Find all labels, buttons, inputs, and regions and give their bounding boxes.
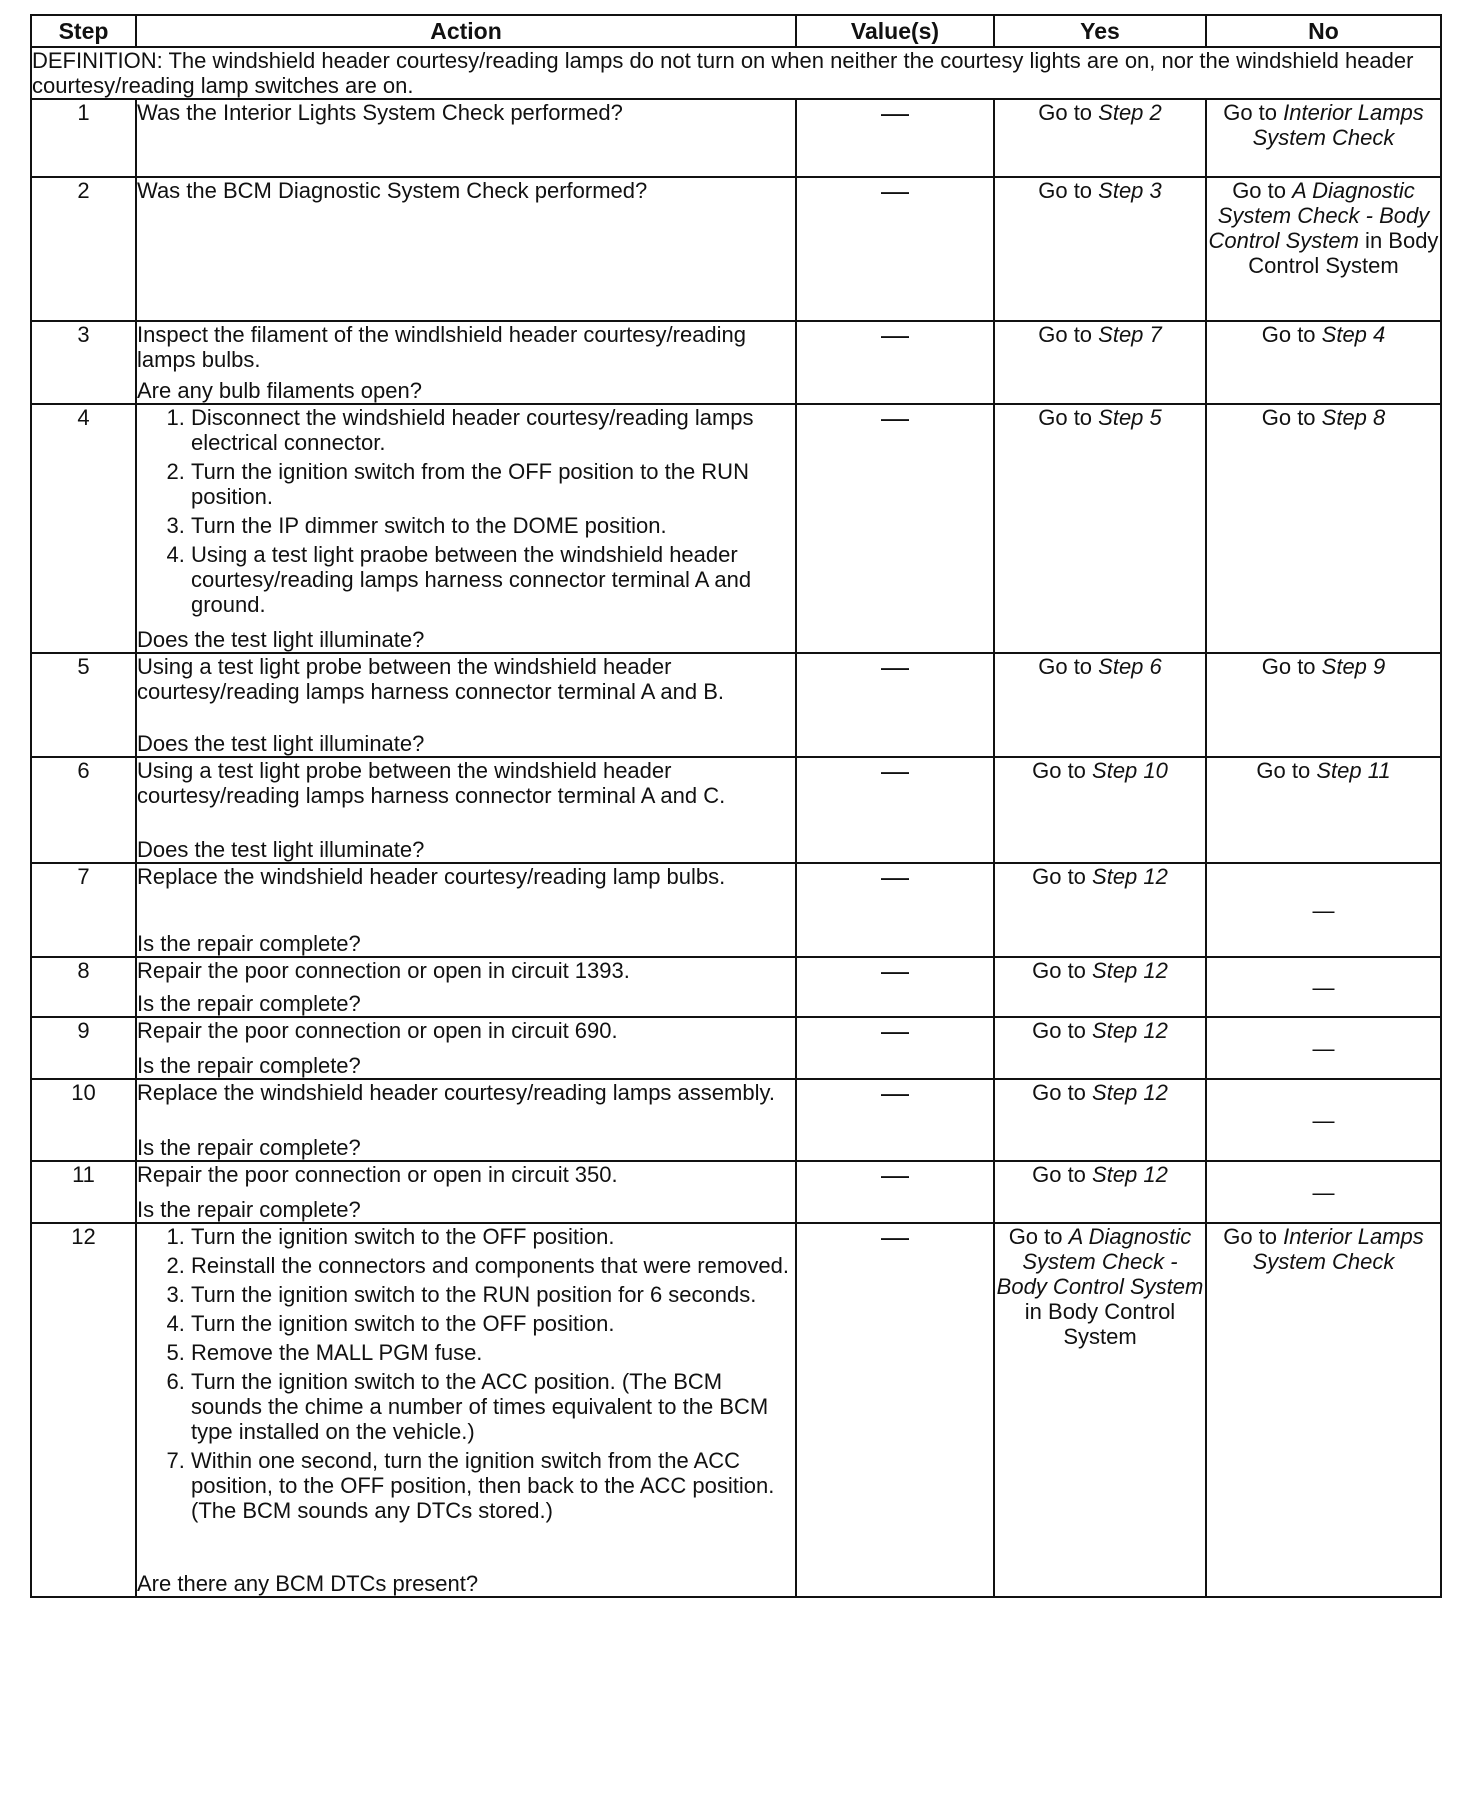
no-result <box>1206 1079 1441 1161</box>
header-step: Step <box>31 15 136 47</box>
no-prefix: — <box>1312 1179 1335 1205</box>
yes-prefix: Go to <box>1032 1080 1093 1105</box>
yes-link[interactable]: Step 10 <box>1092 758 1168 783</box>
action-content <box>137 958 795 1016</box>
yes-prefix: Go to <box>1038 405 1099 430</box>
step-number: 4 <box>31 404 136 653</box>
yes-result <box>994 1223 1206 1597</box>
yes-link[interactable]: Step 3 <box>1098 178 1162 203</box>
value-cell: — <box>796 321 994 404</box>
action-cell <box>136 177 796 321</box>
value-cell: — <box>796 1017 994 1079</box>
action-body <box>137 864 795 889</box>
no-prefix: — <box>1312 974 1335 1000</box>
procedure-step: 4. Turn the ignition switch to the OFF position. <box>191 1311 795 1336</box>
action-question: Is the repair complete? <box>137 1135 361 1160</box>
action-body <box>137 758 795 808</box>
yes-prefix: Go to <box>1032 1018 1093 1043</box>
action-cell <box>136 863 796 957</box>
action-body <box>137 1018 795 1043</box>
no-prefix: — <box>1312 1107 1335 1133</box>
action-body <box>137 100 795 125</box>
no-result <box>1206 757 1441 863</box>
action-content <box>137 654 795 756</box>
step-number: 7 <box>31 863 136 957</box>
no-link[interactable]: Step 11 <box>1316 758 1391 783</box>
diagnostic-table <box>30 14 1442 1598</box>
step-number: 3 <box>31 321 136 404</box>
action-question: Are any bulb filaments open? <box>137 378 422 403</box>
no-link[interactable]: Interior Lamps System Check <box>1252 100 1424 150</box>
action-text: Using a test light probe between the windshield header courtesy/reading lamps harness connector terminal A and B. <box>137 654 724 704</box>
yes-link[interactable]: Step 7 <box>1098 322 1162 347</box>
yes-link[interactable]: Step 12 <box>1092 1018 1168 1043</box>
yes-suffix: in Body Control System <box>1024 1299 1176 1349</box>
table-row <box>31 321 1441 404</box>
step-number: 1 <box>31 99 136 177</box>
no-result <box>1206 653 1441 757</box>
no-prefix: Go to <box>1261 322 1322 347</box>
action-cell <box>136 1161 796 1223</box>
yes-result <box>994 757 1206 863</box>
value-cell: — <box>796 863 994 957</box>
value-cell: — <box>796 1161 994 1223</box>
no-link[interactable]: Interior Lamps System Check <box>1252 1224 1424 1274</box>
procedure-step: 2. Turn the ignition switch from the OFF position to the RUN position. <box>191 459 795 509</box>
action-body <box>137 1162 795 1187</box>
no-prefix: Go to <box>1261 654 1322 679</box>
procedure-step: 1. Turn the ignition switch to the OFF position. <box>191 1224 795 1249</box>
step-number: 9 <box>31 1017 136 1079</box>
step-number: 10 <box>31 1079 136 1161</box>
yes-link[interactable]: Step 12 <box>1092 1080 1168 1105</box>
step-number: 6 <box>31 757 136 863</box>
yes-link[interactable]: A Diagnostic System Check - Body Control System <box>996 1224 1204 1299</box>
procedure-step: 4. Using a test light praobe between the windshield header courtesy/reading lamps harness connector terminal A and ground. <box>191 542 795 617</box>
action-body <box>137 405 795 621</box>
action-text: Replace the windshield header courtesy/reading lamps assembly. <box>137 1080 775 1105</box>
no-prefix: Go to <box>1223 100 1284 125</box>
action-body <box>137 178 795 203</box>
action-content <box>137 1162 795 1222</box>
no-prefix: Go to <box>1223 1224 1284 1249</box>
action-cell <box>136 99 796 177</box>
step-number: 8 <box>31 957 136 1017</box>
action-question: Is the repair complete? <box>137 991 361 1016</box>
action-cell <box>136 1017 796 1079</box>
table-row <box>31 863 1441 957</box>
table-row <box>31 1223 1441 1597</box>
action-content <box>137 1018 795 1078</box>
action-text: Using a test light probe between the windshield header courtesy/reading lamps harness connector terminal A and C. <box>137 758 726 808</box>
action-content <box>137 178 795 320</box>
action-cell <box>136 1223 796 1597</box>
yes-result <box>994 177 1206 321</box>
procedure-list <box>137 1224 795 1523</box>
action-cell <box>136 757 796 863</box>
table-row <box>31 1017 1441 1079</box>
yes-result <box>994 957 1206 1017</box>
action-content <box>137 100 795 176</box>
procedure-step: 1. Disconnect the windshield header courtesy/reading lamps electrical connector. <box>191 405 795 455</box>
definition-row <box>31 47 1441 99</box>
no-link[interactable]: Step 4 <box>1321 322 1386 347</box>
procedure-step: 3. Turn the IP dimmer switch to the DOME position. <box>191 513 795 538</box>
yes-link[interactable]: Step 5 <box>1098 405 1162 430</box>
no-result <box>1206 404 1441 653</box>
yes-result <box>994 1079 1206 1161</box>
action-question: Does the test light illuminate? <box>137 627 425 652</box>
action-body <box>137 1080 795 1105</box>
action-cell <box>136 1079 796 1161</box>
action-content <box>137 864 795 956</box>
action-question: Is the repair complete? <box>137 1053 361 1078</box>
yes-prefix: Go to <box>1032 758 1093 783</box>
table-row <box>31 404 1441 653</box>
yes-link[interactable]: Step 12 <box>1092 958 1168 983</box>
action-cell <box>136 957 796 1017</box>
step-number: 12 <box>31 1223 136 1597</box>
action-text: Inspect the filament of the windlshield header courtesy/reading lamps bulbs. <box>137 322 747 372</box>
value-cell: — <box>796 957 994 1017</box>
no-prefix: — <box>1312 897 1335 923</box>
action-cell <box>136 404 796 653</box>
no-link[interactable]: A Diagnostic System Check - Body Control System <box>1208 178 1430 253</box>
no-result <box>1206 99 1441 177</box>
value-cell: — <box>796 1223 994 1597</box>
yes-result <box>994 404 1206 653</box>
action-question: Does the test light illuminate? <box>137 731 425 756</box>
action-body <box>137 958 795 983</box>
table-row <box>31 957 1441 1017</box>
action-question: Is the repair complete? <box>137 931 361 956</box>
table-row <box>31 1079 1441 1161</box>
action-question: Are there any BCM DTCs present? <box>137 1571 479 1596</box>
yes-prefix: Go to <box>1032 864 1093 889</box>
table-row <box>31 177 1441 321</box>
no-prefix: Go to <box>1232 178 1293 203</box>
no-prefix: Go to <box>1256 758 1317 783</box>
step-number: 11 <box>31 1161 136 1223</box>
no-result <box>1206 1017 1441 1079</box>
header-values: Value(s) <box>796 15 994 47</box>
procedure-step: 5. Remove the MALL PGM fuse. <box>191 1340 795 1365</box>
procedure-step: 7. Within one second, turn the ignition switch from the ACC position, to the OFF position, then back to the ACC position. (The BCM sounds any DTCs stored.) <box>191 1448 795 1523</box>
action-text: Repair the poor connection or open in circuit 1393. <box>137 958 630 983</box>
yes-link[interactable]: Step 2 <box>1098 100 1162 125</box>
yes-result <box>994 1017 1206 1079</box>
yes-result <box>994 1161 1206 1223</box>
yes-prefix: Go to <box>1032 1162 1093 1187</box>
action-text: Repair the poor connection or open in circuit 350. <box>137 1162 618 1187</box>
yes-prefix: Go to <box>1008 1224 1069 1249</box>
step-number: 5 <box>31 653 136 757</box>
yes-result <box>994 321 1206 404</box>
yes-result <box>994 99 1206 177</box>
procedure-step: 3. Turn the ignition switch to the RUN position for 6 seconds. <box>191 1282 795 1307</box>
value-cell: — <box>796 757 994 863</box>
yes-prefix: Go to <box>1032 958 1093 983</box>
yes-prefix: Go to <box>1038 178 1099 203</box>
no-result <box>1206 863 1441 957</box>
header-yes: Yes <box>994 15 1206 47</box>
no-suffix: in Body Control System <box>1248 228 1439 278</box>
action-content <box>137 405 795 652</box>
yes-link[interactable]: Step 12 <box>1092 1162 1168 1187</box>
action-question: Does the test light illuminate? <box>137 837 425 862</box>
table-row <box>31 653 1441 757</box>
header-row <box>31 15 1441 47</box>
value-cell: — <box>796 404 994 653</box>
action-content <box>137 1080 795 1160</box>
action-text: Was the Interior Lights System Check performed? <box>137 100 623 125</box>
no-link[interactable]: Step 8 <box>1321 405 1386 430</box>
action-content <box>137 1224 795 1596</box>
yes-result <box>994 863 1206 957</box>
definition-text: DEFINITION: The windshield header courtesy/reading lamps do not turn on when neither the courtesy lights are on, nor the windshield header courtesy/reading lamp switches are on. <box>31 47 1441 99</box>
action-content <box>137 322 795 403</box>
yes-link[interactable]: Step 12 <box>1092 864 1168 889</box>
header-action: Action <box>136 15 796 47</box>
no-result <box>1206 1161 1441 1223</box>
value-cell: — <box>796 177 994 321</box>
no-result <box>1206 321 1441 404</box>
action-text: Repair the poor connection or open in circuit 690. <box>137 1018 618 1043</box>
no-prefix: — <box>1312 1035 1335 1061</box>
step-number: 2 <box>31 177 136 321</box>
action-body <box>137 1224 795 1527</box>
no-result <box>1206 177 1441 321</box>
procedure-list <box>137 405 795 617</box>
value-cell: — <box>796 1079 994 1161</box>
yes-prefix: Go to <box>1038 100 1099 125</box>
yes-prefix: Go to <box>1038 654 1099 679</box>
procedure-step: 6. Turn the ignition switch to the ACC position. (The BCM sounds the chime a number of times equivalent to the BCM type installed on the vehicle.) <box>191 1369 795 1444</box>
yes-prefix: Go to <box>1038 322 1099 347</box>
table-row <box>31 99 1441 177</box>
no-result <box>1206 1223 1441 1597</box>
value-cell: — <box>796 99 994 177</box>
action-question: Is the repair complete? <box>137 1197 361 1222</box>
table-row <box>31 757 1441 863</box>
yes-link[interactable]: Step 6 <box>1098 654 1162 679</box>
no-link[interactable]: Step 9 <box>1321 654 1386 679</box>
yes-result <box>994 653 1206 757</box>
no-prefix: Go to <box>1261 405 1322 430</box>
action-content <box>137 758 795 862</box>
action-text: Replace the windshield header courtesy/reading lamp bulbs. <box>137 864 726 889</box>
diagnostic-table-page <box>30 14 1440 1598</box>
table-row <box>31 1161 1441 1223</box>
procedure-step: 2. Reinstall the connectors and components that were removed. <box>191 1253 795 1278</box>
no-result <box>1206 957 1441 1017</box>
header-no: No <box>1206 15 1441 47</box>
action-cell <box>136 653 796 757</box>
action-text: Was the BCM Diagnostic System Check performed? <box>137 178 648 203</box>
action-body <box>137 322 795 372</box>
action-body <box>137 654 795 704</box>
action-cell <box>136 321 796 404</box>
value-cell: — <box>796 653 994 757</box>
